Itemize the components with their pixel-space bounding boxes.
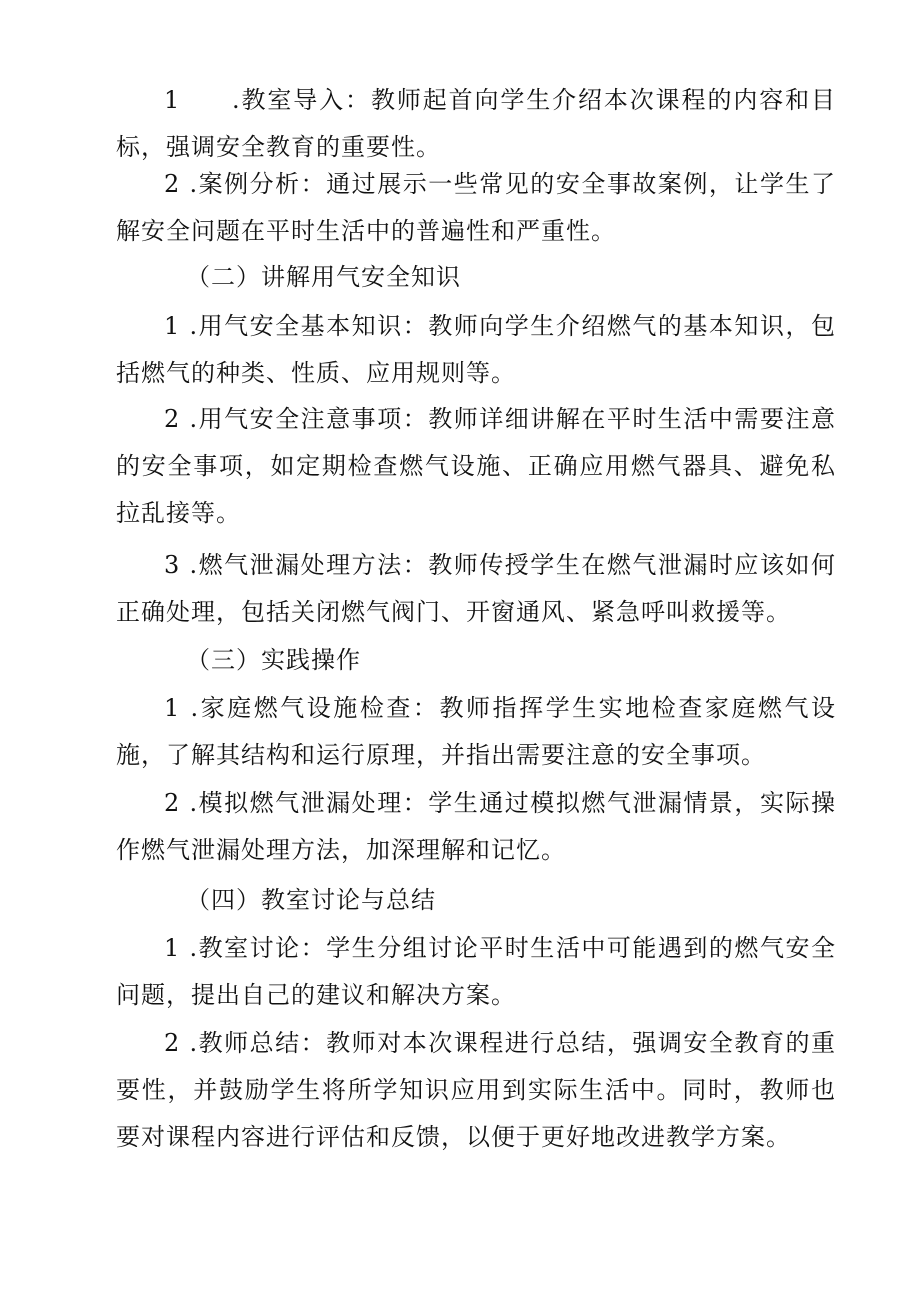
paragraph-number: 1 [164, 694, 181, 722]
part2-paragraph-1 [116, 303, 836, 397]
paragraph-number: 2 [164, 789, 181, 817]
paragraph-text: .案例分析：通过展示一些常见的安全事故案例，让学生了解安全问题在平时生活中的普遍性和严重性。 [116, 170, 836, 245]
paragraph-text: .教室讨论：学生分组讨论平时生活中可能遇到的燃气安全问题，提出自己的建议和解决方案。 [116, 934, 836, 1009]
section-heading-3: （三）实践操作 [186, 646, 361, 674]
paragraph-number: 2 [164, 1029, 181, 1057]
part4-paragraph-2 [116, 1020, 836, 1161]
paragraph-number: 2 [164, 405, 181, 433]
paragraph-number: 1 [164, 86, 181, 114]
part3-paragraph-1 [116, 685, 836, 779]
paragraph-number: 1 [164, 312, 181, 340]
paragraph-text: .模拟燃气泄漏处理：学生通过模拟燃气泄漏情景，实际操作燃气泄漏处理方法，加深理解和记忆。 [116, 789, 836, 864]
paragraph-text: .燃气泄漏处理方法：教师传授学生在燃气泄漏时应该如何正确处理，包括关闭燃气阀门、开窗通风、紧急呼叫救援等。 [116, 551, 836, 626]
section-heading-2: （二）讲解用气安全知识 [186, 263, 461, 291]
part2-paragraph-2 [116, 396, 836, 537]
paragraph-number: 2 [164, 170, 181, 198]
part4-paragraph-1 [116, 925, 836, 1019]
intro-paragraph-2 [116, 161, 836, 255]
intro-paragraph-1 [116, 77, 836, 171]
paragraph-text: .教室导入：教师起首向学生介绍本次课程的内容和目标，强调安全教育的重要性。 [116, 86, 836, 161]
part3-paragraph-2 [116, 780, 836, 874]
paragraph-text: .用气安全基本知识：教师向学生介绍燃气的基本知识，包括燃气的种类、性质、应用规则等。 [116, 312, 836, 387]
paragraph-text: .教师总结：教师对本次课程进行总结，强调安全教育的重要性，并鼓励学生将所学知识应用到实际生活中。同时，教师也要对课程内容进行评估和反馈，以便于更好地改进教学方案。 [116, 1029, 836, 1151]
paragraph-text: .家庭燃气设施检查：教师指挥学生实地检查家庭燃气设施，了解其结构和运行原理，并指出需要注意的安全事项。 [116, 694, 836, 769]
paragraph-text: .用气安全注意事项：教师详细讲解在平时生活中需要注意的安全事项，如定期检查燃气设施、正确应用燃气器具、避免私拉乱接等。 [116, 405, 836, 527]
section-heading-4: （四）教室讨论与总结 [186, 886, 436, 914]
paragraph-number: 3 [164, 551, 181, 579]
part2-paragraph-3 [116, 542, 836, 636]
paragraph-number: 1 [164, 934, 181, 962]
